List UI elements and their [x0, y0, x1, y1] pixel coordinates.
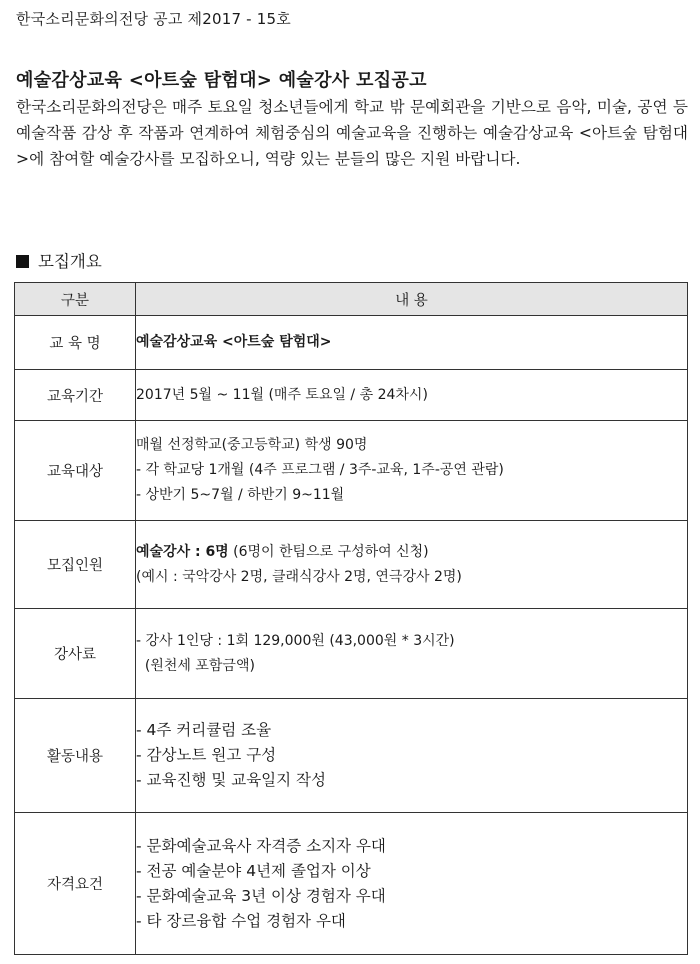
row-fee [15, 609, 688, 699]
notice-number: 한국소리문화의전당 공고 제2017 - 15호 [16, 10, 291, 28]
recruit-example: (예시 : 국악강사 2명, 클래식강사 2명, 연극강사 2명) [136, 568, 462, 585]
fee-line: - 강사 1인당 : 1회 129,000원 (43,000원 * 3시간) [136, 632, 455, 649]
row-target [15, 421, 688, 521]
target-line: - 상반기 5~7월 / 하반기 9~11월 [136, 487, 345, 503]
activity-item: - 교육진행 및 교육일지 작성 [136, 771, 327, 789]
row-label: 자격요건 [15, 813, 136, 955]
target-line: - 각 학교당 1개월 (4주 프로그램 / 3주-교육, 1주-공연 관람) [136, 462, 504, 478]
row-label: 교 육 명 [15, 316, 136, 370]
recruit-count-note: (6명이 한팀으로 구성하여 신청) [228, 543, 429, 560]
course-name-value: 예술감상교육 <아트숲 탐험대> [136, 334, 332, 350]
row-label: 교육대상 [15, 421, 136, 521]
qualification-item: - 문화예술교육사 자격증 소지자 우대 [136, 836, 386, 855]
overview-table [14, 282, 688, 955]
intro-paragraph: 한국소리문화의전당은 매주 토요일 청소년들에게 학교 밖 문예회관을 기반으로 음악, 미술, 공연 등 예술작품 감상 후 작품과 연계하여 체험중심의 예술교육을 진행하는 예술감상교육 <아트숲 탐험대>에 참여할 예술강사를 모집하오니, 역량 있는 분들의 많은 지원 바랍니다. [16, 98, 688, 168]
section-heading [16, 248, 102, 272]
qualification-item: - 타 장르융합 수업 경험자 우대 [136, 911, 346, 930]
document-title: 예술감상교육 <아트숲 탐험대> 예술강사 모집공고 [16, 70, 427, 91]
period-value: 2017년 5월 ~ 11월 (매주 토요일 / 총 24차시) [136, 386, 428, 403]
recruit-count-value: 예술강사 : 6명 [136, 543, 229, 560]
row-label: 모집인원 [15, 521, 136, 609]
row-period [15, 370, 688, 421]
table-header-row [15, 283, 688, 316]
target-line: 매월 선정학교(중고등학교) 학생 90명 [136, 437, 368, 453]
activity-item: - 감상노트 원고 구성 [136, 746, 277, 764]
row-qualifications [15, 813, 688, 955]
section-heading-label: 모집개요 [38, 252, 102, 271]
row-course-name [15, 316, 688, 370]
qualification-item: - 전공 예술분야 4년제 졸업자 이상 [136, 861, 371, 880]
fee-line: (원천세 포함금액) [136, 657, 255, 674]
row-activities [15, 699, 688, 813]
header-content: 내 용 [136, 283, 688, 316]
activity-item: - 4주 커리큘럼 조율 [136, 721, 272, 739]
header-category: 구분 [15, 283, 136, 316]
qualification-item: - 문화예술교육 3년 이상 경험자 우대 [136, 886, 386, 905]
row-label: 교육기간 [15, 370, 136, 421]
row-recruit-count [15, 521, 688, 609]
row-label: 활동내용 [15, 699, 136, 813]
row-label: 강사료 [15, 609, 136, 699]
square-bullet-icon [16, 255, 29, 268]
